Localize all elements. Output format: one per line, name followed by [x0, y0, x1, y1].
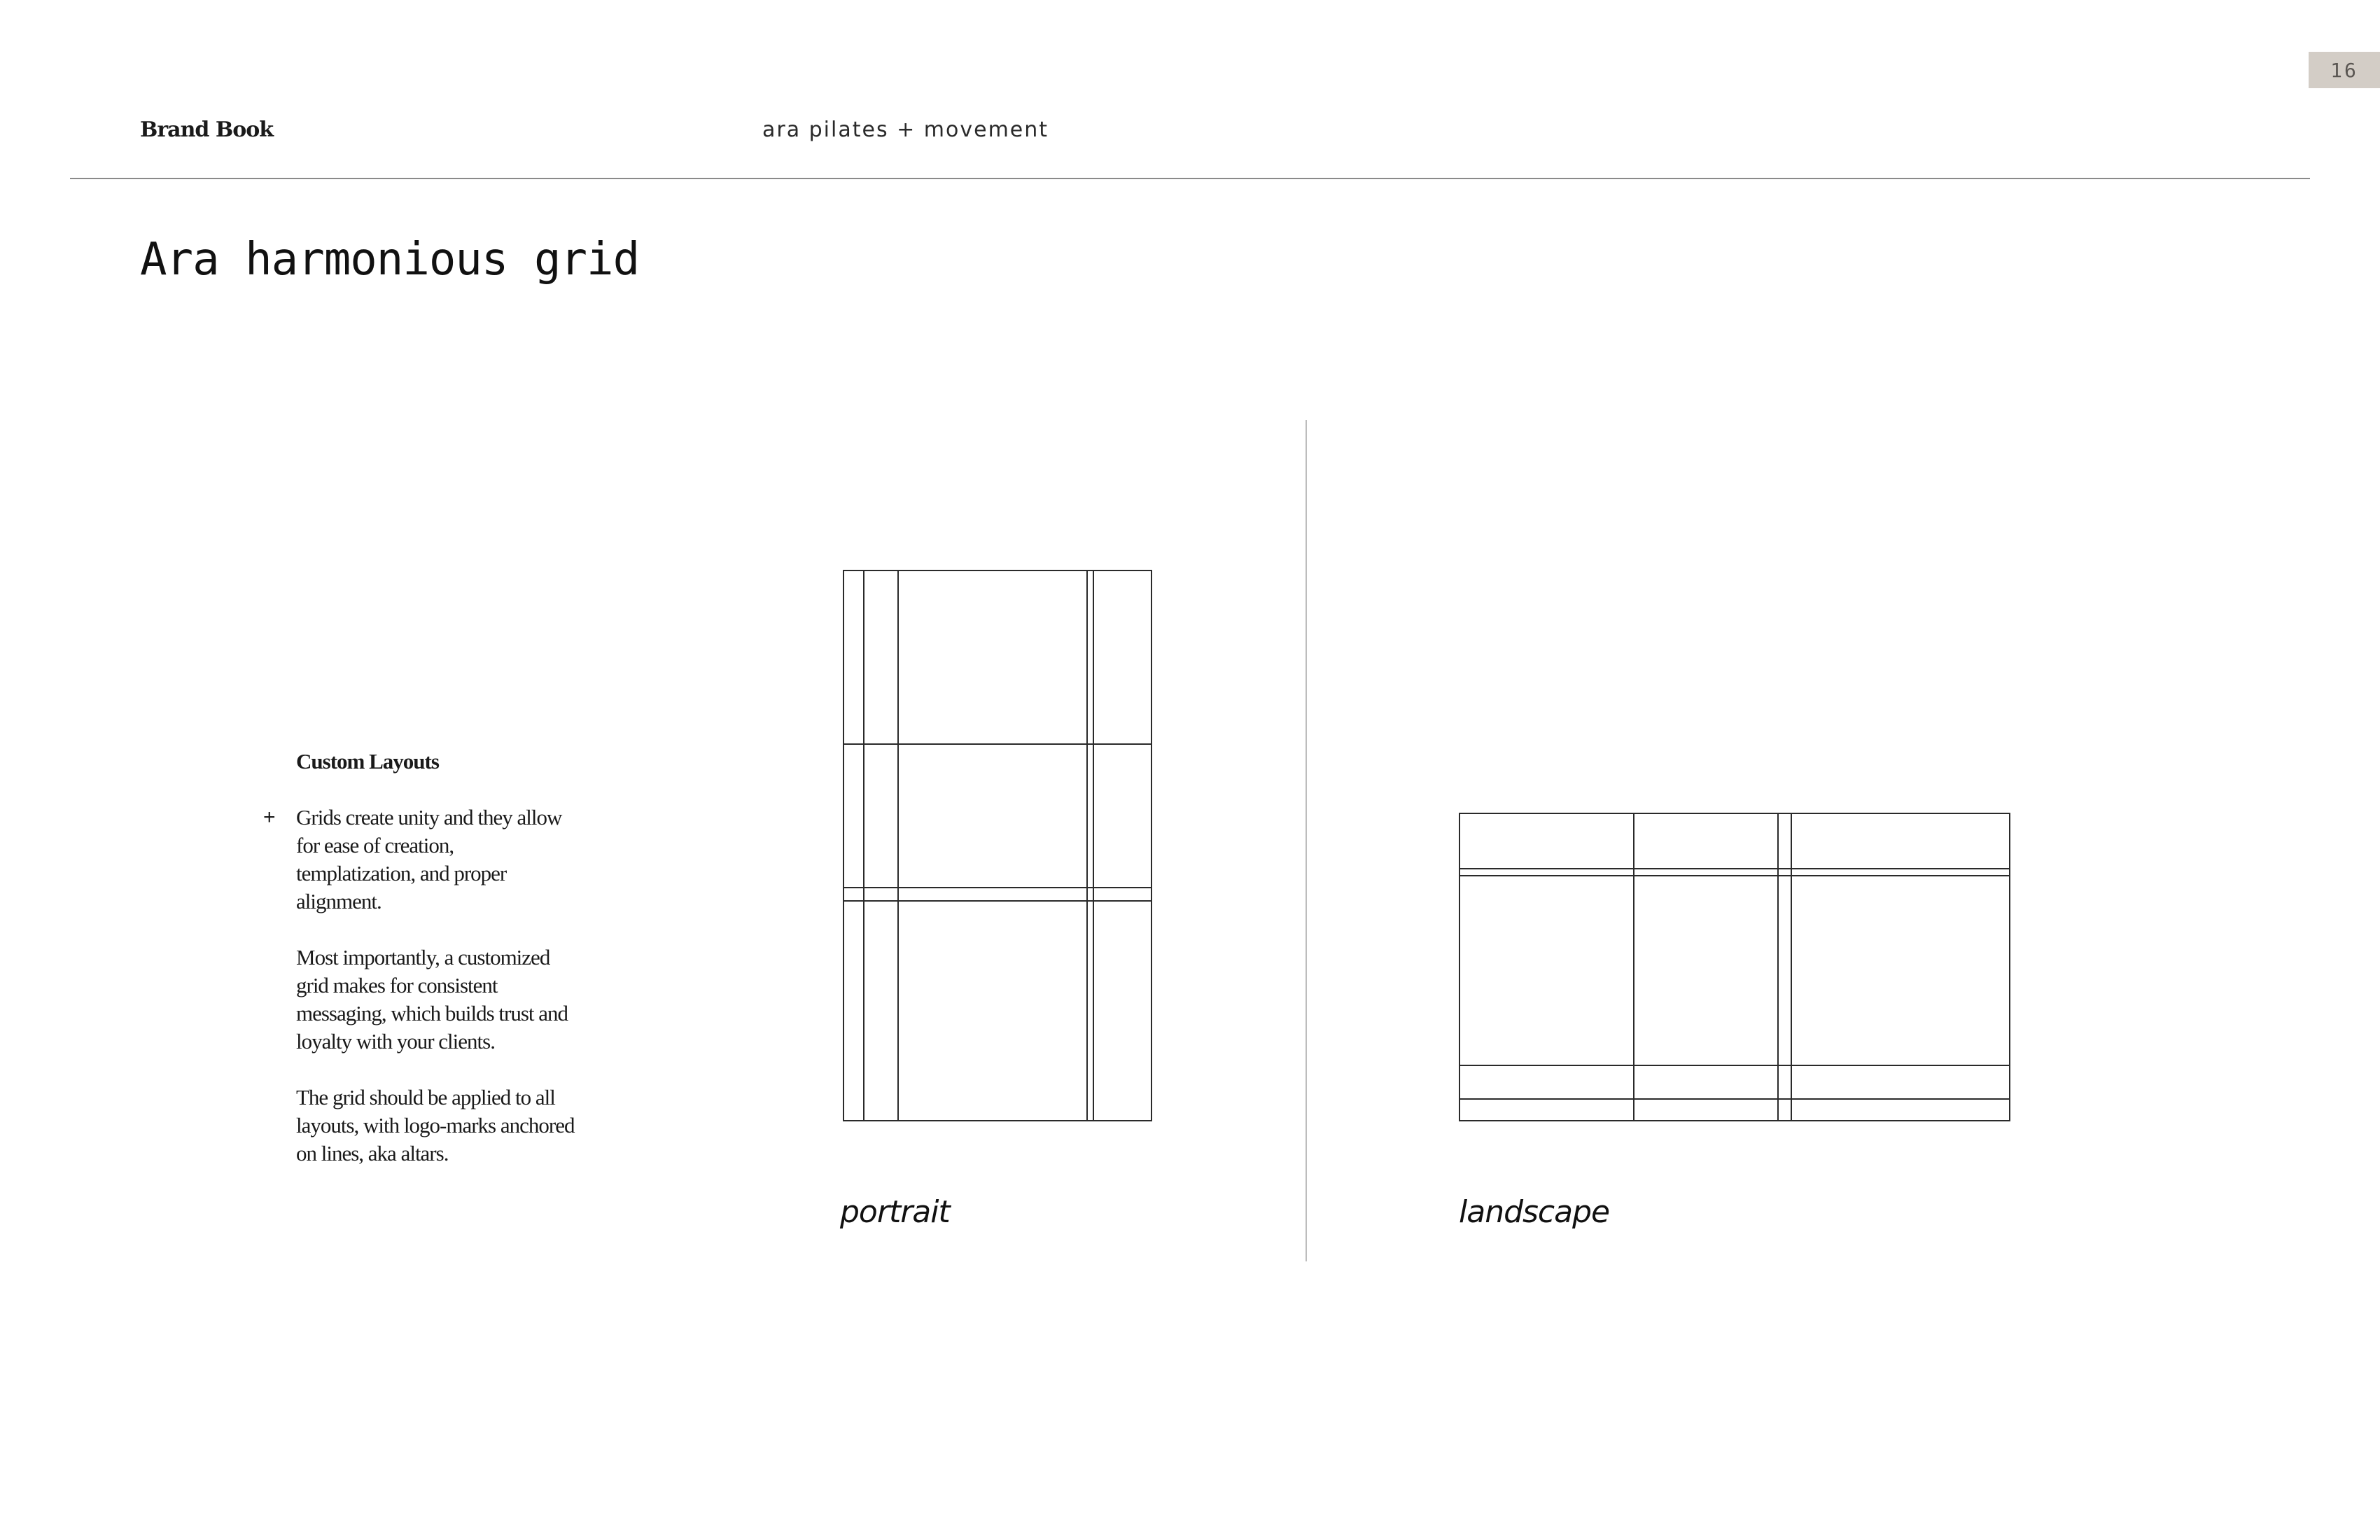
section-heading: Custom Layouts — [296, 749, 439, 774]
vertical-divider — [1306, 420, 1307, 1261]
page-number: 16 — [2309, 52, 2380, 88]
page-title: Ara harmonious grid — [140, 234, 640, 286]
portrait-frame — [844, 570, 1152, 1121]
paragraph-grid-application: The grid should be applied to all layouts, with logo-marks anchored on lines, aka altars. — [296, 1085, 575, 1166]
paragraph-grids-unity — [263, 804, 576, 916]
landscape-caption: landscape — [1459, 1194, 1610, 1230]
plus-bullet-icon: + — [263, 806, 275, 829]
landscape-grid-diagram — [1456, 810, 2016, 1125]
portrait-grid-diagram — [840, 567, 1155, 1127]
landscape-frame — [1460, 813, 2010, 1121]
paragraph-text: Grids create unity and they allow for ease of creation, templatization, and proper alignment. — [296, 805, 562, 913]
custom-layouts-text — [263, 748, 576, 1196]
paragraph-consistent-messaging: Most importantly, a customized grid makes for consistent messaging, which builds trust and loyalty with your clients. — [296, 945, 568, 1054]
header-divider — [70, 178, 2310, 179]
brand-name: ara pilates + movement — [762, 118, 1049, 142]
portrait-caption: portrait — [840, 1194, 950, 1230]
document-label: Brand Book — [140, 118, 273, 142]
